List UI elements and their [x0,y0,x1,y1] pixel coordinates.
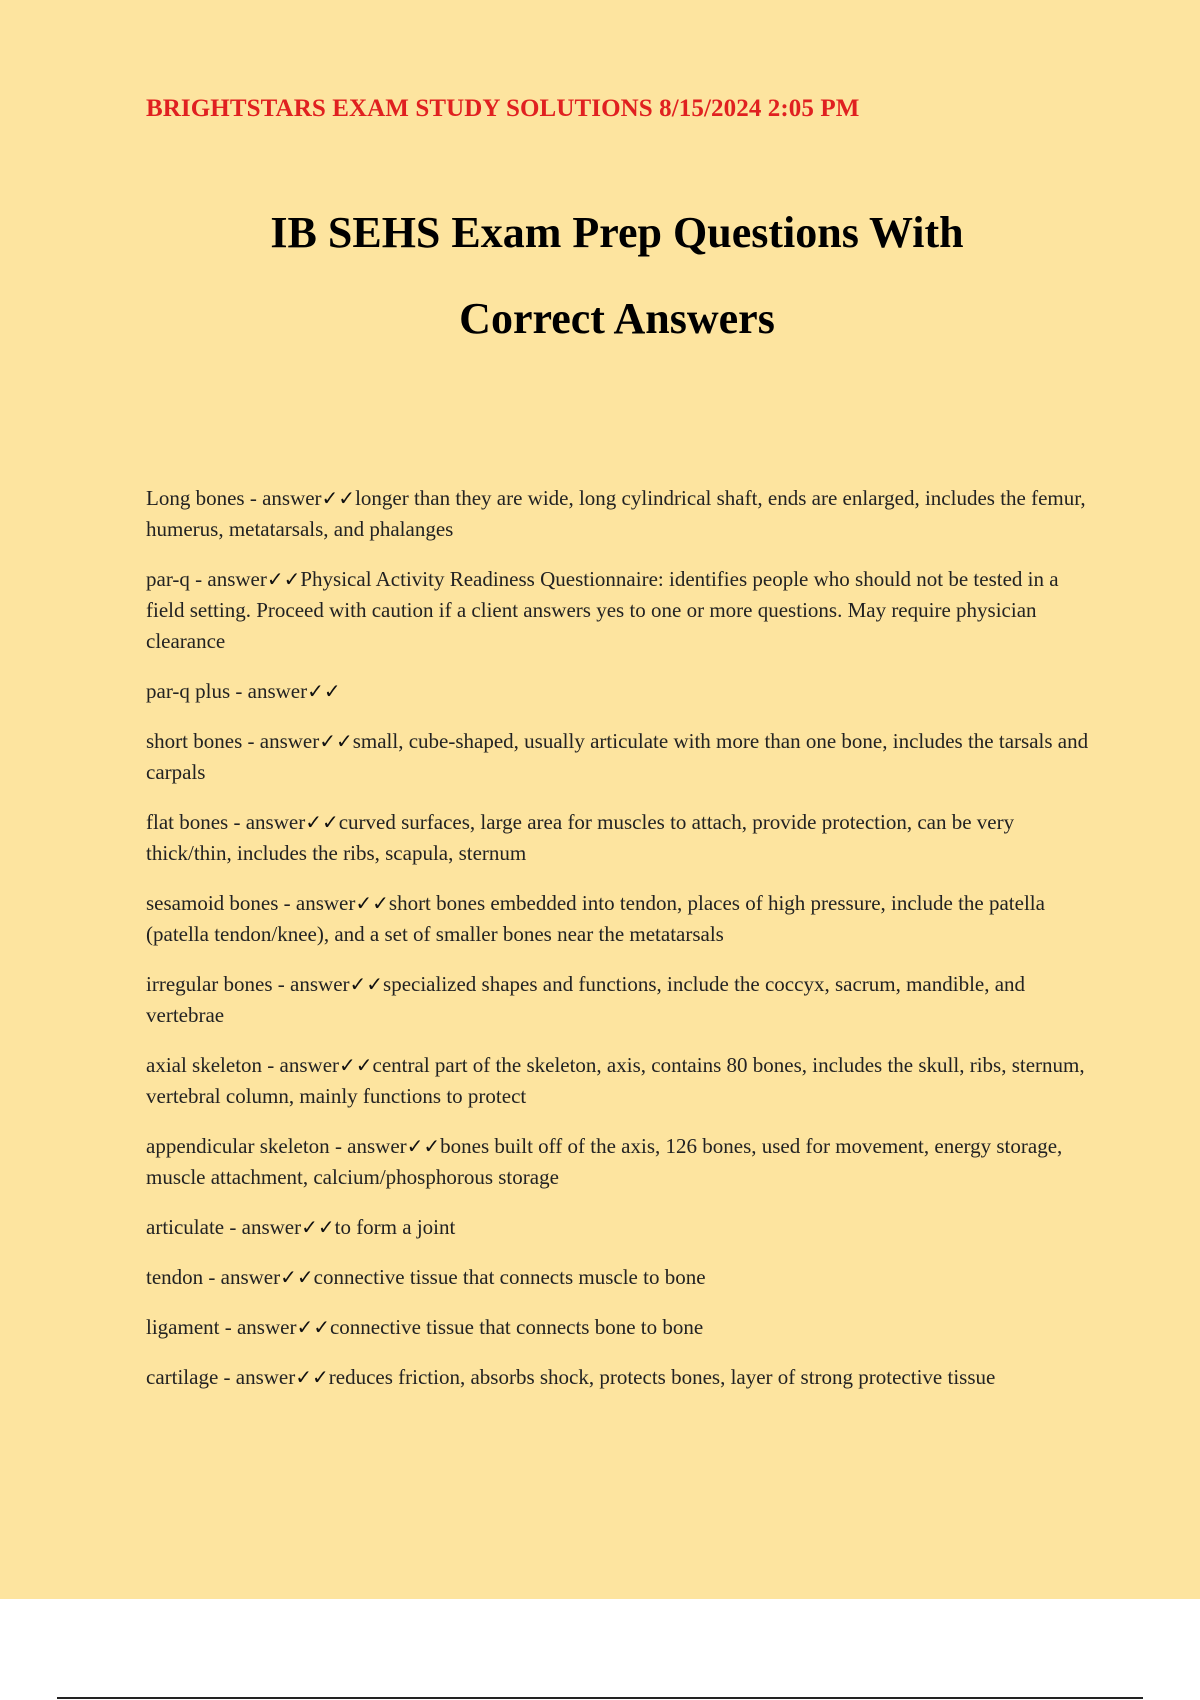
check-mark-icon: ✓✓ [355,891,389,915]
qa-definition: Physical Activity Readiness Questionnaire: identifies people who should not be tested in a field setting. Proceed with caution if a client answers yes to one or more questions. May require physician clearance [146,567,1059,653]
qa-separator: - answer [189,567,267,591]
qa-definition: connective tissue that connects bone to bone [329,1315,704,1339]
qa-item [146,969,1096,1031]
qa-term: ligament [146,1315,220,1339]
qa-item [146,1050,1096,1112]
qa-definition: connective tissue that connects muscle to bone [313,1265,706,1289]
qa-term: par-q plus [146,679,231,703]
qa-item [146,1212,1096,1243]
qa-separator: - answer [272,972,350,996]
qa-item [146,1362,1096,1393]
check-mark-icon: ✓✓ [305,810,339,834]
qa-item [146,676,1096,707]
qa-item [146,483,1096,545]
qa-separator: - answer [244,486,322,510]
qa-term: par-q [146,567,190,591]
qa-definition: central part of the skeleton, axis, contains 80 bones, includes the skull, ribs, sternum, vertebral column, mainly functions to protect [146,1053,1085,1108]
qa-separator: - answer [262,1053,340,1077]
check-mark-icon: ✓✓ [406,1134,441,1158]
qa-item [146,1131,1096,1193]
qa-separator: - answer [228,810,306,834]
check-mark-icon: ✓✓ [301,1215,335,1239]
qa-item [146,564,1096,657]
footer-divider [57,1697,1143,1699]
qa-definition: bones built off of the axis, 126 bones, used for movement, energy storage, muscle attachment, calcium/phosphorous storage [146,1134,1063,1189]
qa-term: short bones [146,729,243,753]
qa-item [146,1312,1096,1343]
qa-term: axial skeleton [146,1053,263,1077]
check-mark-icon: ✓✓ [349,972,384,996]
check-mark-icon: ✓✓ [307,679,341,703]
qa-term: irregular bones [146,972,273,996]
qa-definition: curved surfaces, large area for muscles to attach, provide protection, can be very thick/thin, includes the ribs, scapula, sternum [146,810,1015,865]
qa-term: articulate [146,1215,225,1239]
qa-term: flat bones [146,810,229,834]
qa-separator: - answer [242,729,320,753]
qa-term: sesamoid bones [146,891,279,915]
check-mark-icon: ✓✓ [296,1315,330,1339]
qa-separator: - answer [230,679,308,703]
title-line-1: IB SEHS Exam Prep Questions With [270,208,964,257]
check-mark-icon: ✓✓ [280,1265,314,1289]
check-mark-icon: ✓✓ [266,567,301,591]
qa-definition: specialized shapes and functions, include the coccyx, sacrum, mandible, and vertebrae [146,972,1026,1027]
qa-item [146,1262,1096,1293]
qa-definition: longer than they are wide, long cylindrical shaft, ends are enlarged, includes the femur, humerus, metatarsals, and phalanges [146,486,1086,541]
qa-definition: reduces friction, absorbs shock, protects bones, layer of strong protective tissue [328,1365,996,1389]
qa-term: cartilage [146,1365,219,1389]
qa-separator: - answer [224,1215,302,1239]
qa-separator: - answer [218,1365,296,1389]
qa-term: tendon [146,1265,204,1289]
qa-item [146,888,1096,950]
qa-separator: - answer [219,1315,297,1339]
qa-separator: - answer [203,1265,281,1289]
title-line-2: Correct Answers [459,294,775,343]
check-mark-icon: ✓✓ [321,486,356,510]
qa-definition: small, cube-shaped, usually articulate with more than one bone, includes the tarsals and carpals [146,729,1089,784]
check-mark-icon: ✓✓ [339,1053,373,1077]
qa-term: Long bones [146,486,245,510]
qa-separator: - answer [278,891,356,915]
qa-separator: - answer [329,1134,407,1158]
check-mark-icon: ✓✓ [295,1365,329,1389]
qa-definition: to form a joint [334,1215,456,1239]
page-title [0,190,1200,362]
qa-term: appendicular skeleton [146,1134,330,1158]
header-watermark-text: BRIGHTSTARS EXAM STUDY SOLUTIONS 8/15/2024 2:05 PM [146,95,860,122]
qa-item [146,726,1096,788]
qa-definition: short bones embedded into tendon, places of high pressure, include the patella (patella tendon/knee), and a set of smaller bones near the metatarsals [146,891,1045,946]
qa-item [146,807,1096,869]
qa-list [146,483,1096,1412]
check-mark-icon: ✓✓ [319,729,353,753]
